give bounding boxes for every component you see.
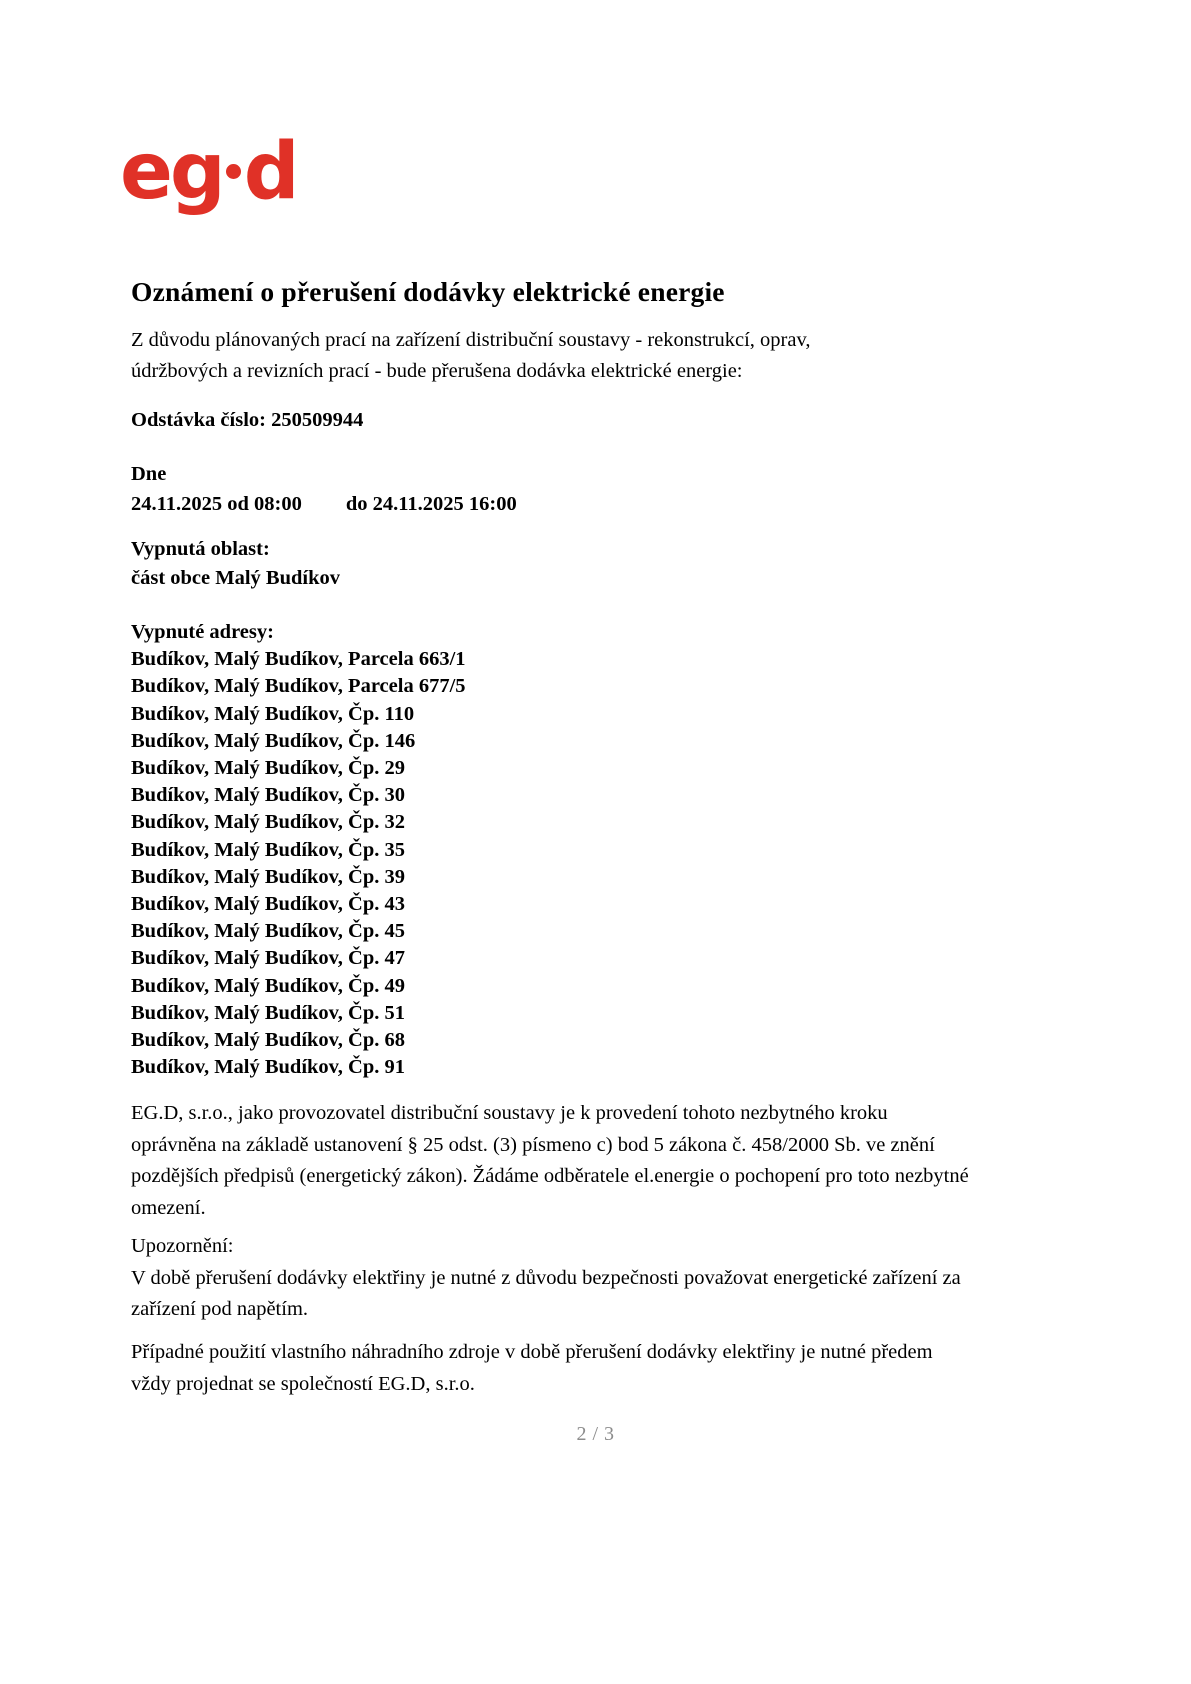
intro-paragraph bbox=[131, 325, 921, 387]
list-item: Budíkov, Malý Budíkov, Čp. 49 bbox=[131, 974, 406, 997]
affected-addresses-list bbox=[131, 646, 466, 1081]
list-item: Budíkov, Malý Budíkov, Parcela 677/5 bbox=[131, 675, 466, 698]
affected-area-value: část obce Malý Budíkov bbox=[131, 567, 340, 589]
outage-number: Odstávka číslo: 250509944 bbox=[131, 409, 364, 431]
date-range-row bbox=[131, 489, 517, 519]
list-item: Budíkov, Malý Budíkov, Čp. 39 bbox=[131, 865, 406, 888]
legal-text: EG.D, s.r.o., jako provozovatel distribuční soustavy je k provedení tohoto nezbytného kroku oprávněna na základě ustanovení § 25 odst. (3) písmeno c) bod 5 zákona č. 458/2000 Sb. ve znění pozdějších předpisů (energetický zákon). Žádáme odběratele el.energie o pochopení pro toto nezbytné omezení. bbox=[131, 1102, 969, 1219]
list-item: Budíkov, Malý Budíkov, Čp. 32 bbox=[131, 811, 406, 834]
legal-paragraph bbox=[131, 1098, 971, 1224]
list-item: Budíkov, Malý Budíkov, Čp. 35 bbox=[131, 838, 406, 861]
logo-dot-icon bbox=[226, 164, 241, 179]
page-footer bbox=[0, 1423, 1191, 1446]
affected-area-block bbox=[131, 535, 340, 593]
date-from: 24.11.2025 od 08:00 bbox=[131, 493, 302, 515]
affected-addresses-block bbox=[131, 619, 466, 1081]
logo-text-left: eg bbox=[120, 127, 223, 217]
list-item: Budíkov, Malý Budíkov, Čp. 45 bbox=[131, 920, 406, 943]
affected-area-label: Vypnutá oblast: bbox=[131, 538, 270, 560]
list-item: Budíkov, Malý Budíkov, Parcela 663/1 bbox=[131, 648, 466, 671]
intro-line-1: Z důvodu plánovaných prací na zařízení distribuční soustavy - rekonstrukcí, oprav, bbox=[131, 329, 811, 351]
safety-notice-text: V době přerušení dodávky elektřiny je nutné z důvodu bezpečnosti považovat energetické zařízení za zařízení pod napětím. bbox=[131, 1266, 961, 1320]
list-item: Budíkov, Malý Budíkov, Čp. 68 bbox=[131, 1029, 406, 1052]
egd-logo bbox=[120, 127, 380, 217]
list-item: Budíkov, Malý Budíkov, Čp. 91 bbox=[131, 1056, 406, 1079]
outage-date-block bbox=[131, 459, 517, 519]
intro-line-2: údržbových a revizních prací - bude přerušena dodávka elektrické energie: bbox=[131, 360, 743, 382]
list-item: Budíkov, Malý Budíkov, Čp. 110 bbox=[131, 702, 415, 725]
page-title: Oznámení o přerušení dodávky elektrické energie bbox=[131, 276, 725, 308]
logo-text-right: d bbox=[243, 127, 297, 217]
date-heading: Dne bbox=[131, 463, 167, 485]
list-item: Budíkov, Malý Budíkov, Čp. 146 bbox=[131, 729, 416, 752]
list-item: Budíkov, Malý Budíkov, Čp. 30 bbox=[131, 784, 406, 807]
list-item: Budíkov, Malý Budíkov, Čp. 43 bbox=[131, 893, 406, 916]
safety-notice-block bbox=[131, 1231, 971, 1326]
list-item: Budíkov, Malý Budíkov, Čp. 51 bbox=[131, 1001, 406, 1024]
date-to: do 24.11.2025 16:00 bbox=[345, 493, 517, 515]
backup-generator-text: Případné použití vlastního náhradního zdroje v době přerušení dodávky elektřiny je nutné předem vždy projednat se společností EG.D, s.r.o. bbox=[131, 1341, 933, 1395]
backup-generator-note bbox=[131, 1337, 971, 1400]
list-item: Budíkov, Malý Budíkov, Čp. 29 bbox=[131, 757, 406, 780]
page-indicator: 2 / 3 bbox=[576, 1423, 615, 1445]
list-item: Budíkov, Malý Budíkov, Čp. 47 bbox=[131, 947, 406, 970]
logo-wordmark bbox=[120, 127, 380, 217]
affected-addresses-label: Vypnuté adresy: bbox=[131, 621, 274, 643]
safety-notice-label: Upozornění: bbox=[131, 1235, 234, 1257]
